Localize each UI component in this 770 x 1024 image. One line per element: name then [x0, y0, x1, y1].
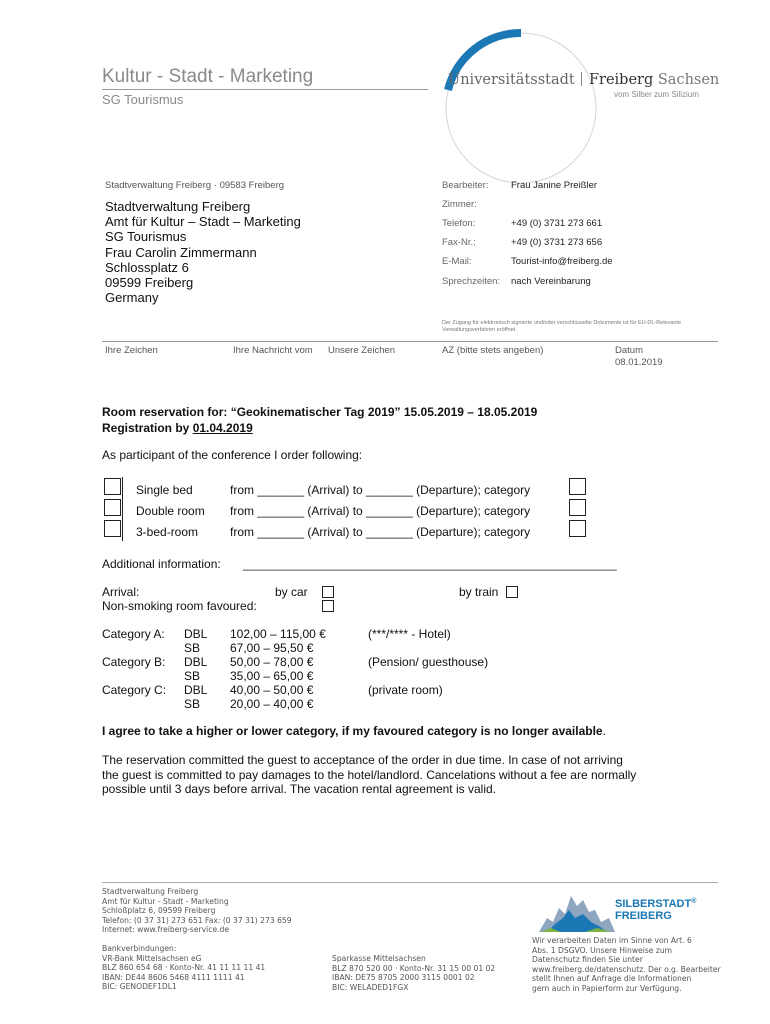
footer-line: BIC: GENODEF1DL1 [102, 982, 177, 992]
arrival-label: Arrival: [102, 585, 140, 599]
category-note: (***/**** - Hotel) [368, 627, 451, 641]
double-room-category-box[interactable] [569, 499, 586, 516]
intro-text: As participant of the conference I order following: [102, 448, 363, 462]
recipient-line: Stadtverwaltung Freiberg [105, 199, 251, 214]
header-subtitle: SG Tourismus [102, 92, 184, 107]
footer-line: Wir verarbeiten Daten im Sinne von Art. 6 [532, 936, 692, 945]
footer-line: BIC: WELADED1FGX [332, 982, 409, 992]
non-smoking-label: Non-smoking room favoured: [102, 599, 257, 613]
silberstadt-logo [537, 888, 737, 936]
recipient-address [105, 199, 301, 305]
table-divider [122, 477, 123, 541]
three-bed-room-checkbox[interactable] [104, 520, 121, 537]
sprechzeiten-value: nach Vereinbarung [511, 276, 591, 287]
city-logo [442, 28, 720, 188]
room-detail: from _______ (Arrival) to _______ (Departure); category [230, 504, 531, 518]
footer-line: VR-Bank Mittelsachsen eG [102, 953, 202, 963]
registration-date: 01.04.2019 [192, 421, 253, 435]
fax-label: Fax-Nr.: [442, 237, 476, 248]
footer-line: Schloßplatz 6, 09599 Freiberg [102, 906, 216, 916]
datum-value: 08.01.2019 [615, 357, 663, 368]
category-price: 102,00 – 115,00 € [230, 627, 326, 641]
telefon-label: Telefon: [442, 218, 476, 229]
category-price: 67,00 – 95,50 € [230, 641, 314, 655]
category-type: SB [184, 641, 201, 655]
sender-line: Stadtverwaltung Freiberg · 09583 Freiberg [105, 180, 285, 191]
datum-label: Datum [615, 345, 643, 356]
recipient-line: Frau Carolin Zimmermann [105, 244, 257, 260]
category-price: 35,00 – 65,00 € [230, 669, 314, 683]
unsere-zeichen: Unsere Zeichen [328, 345, 396, 356]
additional-info-field[interactable]: ________________________________________________________ [243, 557, 617, 571]
sprechzeiten-label: Sprechzeiten: [442, 276, 501, 287]
category-note: (Pension/ guesthouse) [368, 655, 489, 669]
logo-main-text: Universitätsstadt [448, 72, 575, 88]
room-name: Double room [136, 504, 205, 518]
by-car-label: by car [275, 585, 308, 599]
footer-line: gern auch in Papierform zur Verfügung. [532, 983, 682, 993]
agreement-text: I agree to take a higher or lower category, if my favoured category is no longer available [102, 724, 603, 738]
terms-line: the guest is committed to pay damages to the hotel/landlord. Cancelations without a fee are normally [102, 767, 637, 782]
terms-line: The reservation committed the guest to acceptance of the order in due time. In case of not arriving [102, 753, 623, 767]
recipient-line: Amt für Kultur – Stadt – Marketing [105, 214, 301, 230]
footer-line: stellt Ihnen auf Anfrage die Informationen [532, 974, 692, 984]
single-bed-checkbox[interactable] [104, 478, 121, 495]
recipient-line: SG Tourismus [105, 229, 187, 245]
single-bed-category-box[interactable] [569, 478, 586, 495]
freiberg-text: FREIBERG [615, 910, 672, 922]
reference-rule [102, 341, 718, 342]
email-value[interactable]: Tourist-info@freiberg.de [511, 256, 613, 267]
header-divider [102, 89, 428, 90]
category-note: (private room) [368, 683, 443, 697]
category-b-label: Category B: [102, 655, 166, 669]
recipient-line: 09599 Freiberg [105, 275, 194, 291]
footer-line: Abs. 1 DSGVO. Unsere Hinweise zum [532, 945, 673, 955]
category-c-label: Category C: [102, 683, 167, 697]
electronic-access-notice: Der Zugang für elektronisch signierte und/oder verschlüsselte Dokumente ist für EU-DL-Relevante Verwaltungsverfahren eröffnet. [442, 320, 682, 333]
footer-line: Internet: www.freiberg-service.de [102, 925, 230, 935]
footer-line: Telefon: (0 37 31) 273 651 Fax: (0 37 31) 273 659 [102, 915, 292, 925]
by-car-checkbox[interactable] [322, 586, 334, 598]
ihre-zeichen: Ihre Zeichen [105, 345, 158, 356]
footer-line: Amt für Kultur - Stadt - Marketing [102, 896, 229, 906]
category-type: SB [184, 697, 201, 711]
category-price: 40,00 – 50,00 € [230, 683, 314, 697]
fax-value: +49 (0) 3731 273 656 [511, 237, 603, 248]
zimmer-label: Zimmer: [442, 199, 477, 210]
room-detail: from _______ (Arrival) to _______ (Departure); category [230, 525, 531, 539]
category-type: DBL [184, 683, 208, 697]
bearbeiter-value: Frau Janine Preißler [511, 180, 598, 191]
category-type: DBL [184, 655, 208, 669]
category-a-label: Category A: [102, 627, 165, 641]
footer-address [102, 887, 292, 935]
category-price: 50,00 – 78,00 € [230, 655, 314, 669]
terms-paragraph [102, 753, 636, 797]
recipient-line: Schlossplatz 6 [105, 259, 189, 275]
bearbeiter-label: Bearbeiter: [442, 180, 489, 191]
agreement-line [102, 724, 606, 738]
by-train-label: by train [459, 585, 499, 599]
ihre-nachricht: Ihre Nachricht vom [233, 345, 313, 356]
logo-region-text: Sachsen [657, 72, 720, 88]
footer-line: BLZ 870 520 00 · Konto-Nr. 31 15 00 01 02 [332, 963, 496, 973]
footer-line: Sparkasse Mittelsachsen [332, 954, 426, 963]
agreement-period: . [602, 724, 606, 738]
registration-prefix: Registration by [102, 421, 193, 435]
room-name: Single bed [136, 483, 193, 497]
email-label: E-Mail: [442, 256, 472, 267]
non-smoking-checkbox[interactable] [322, 600, 334, 612]
subject-line: Room reservation for: “Geokinematischer Tag 2019” 15.05.2019 – 18.05.2019 [102, 405, 538, 419]
footer-line: Bankverbindungen: [102, 944, 177, 953]
category-price: 20,00 – 40,00 € [230, 697, 314, 711]
header-title: Kultur - Stadt - Marketing [102, 66, 314, 87]
logo-city-text: Freiberg [588, 72, 654, 88]
footer-line: Stadtverwaltung Freiberg [102, 887, 199, 896]
category-type: DBL [184, 627, 208, 641]
double-room-checkbox[interactable] [104, 499, 121, 516]
category-type: SB [184, 669, 201, 683]
logo-tagline: vom Silber zum Silizium [614, 90, 699, 99]
footer-privacy [532, 936, 721, 994]
by-train-checkbox[interactable] [506, 586, 518, 598]
terms-line: possible until 3 days before arrival. The vacation rental agreement is valid. [102, 782, 496, 796]
registration-line [102, 421, 253, 435]
registered-mark: ® [691, 898, 697, 905]
room-detail: from _______ (Arrival) to _______ (Departure); category [230, 483, 531, 497]
footer-line: Datenschutz finden Sie unter [532, 955, 643, 965]
room-name: 3-bed-room [136, 525, 199, 539]
footer-bank [102, 944, 265, 992]
footer-bank-2 [332, 954, 495, 992]
additional-info-label: Additional information: [102, 557, 221, 571]
recipient-line: Germany [105, 290, 159, 306]
silberstadt-text: SILBERSTADT [615, 898, 692, 910]
footer-line: IBAN: DE44 8606 5468 4111 1111 41 [102, 972, 245, 982]
footer-line: IBAN: DE75 8705 2000 3115 0001 02 [332, 973, 475, 983]
three-bed-room-category-box[interactable] [569, 520, 586, 537]
footer-line: www.freiberg.de/datenschutz. Der o.g. Bearbeiter [532, 964, 721, 974]
footer-rule [102, 882, 718, 883]
az-label: AZ (bitte stets angeben) [442, 345, 544, 356]
footer-line: BLZ 860 654 68 · Konto-Nr. 41 11 11 11 41 [102, 963, 266, 973]
telefon-value: +49 (0) 3731 273 661 [511, 218, 603, 229]
